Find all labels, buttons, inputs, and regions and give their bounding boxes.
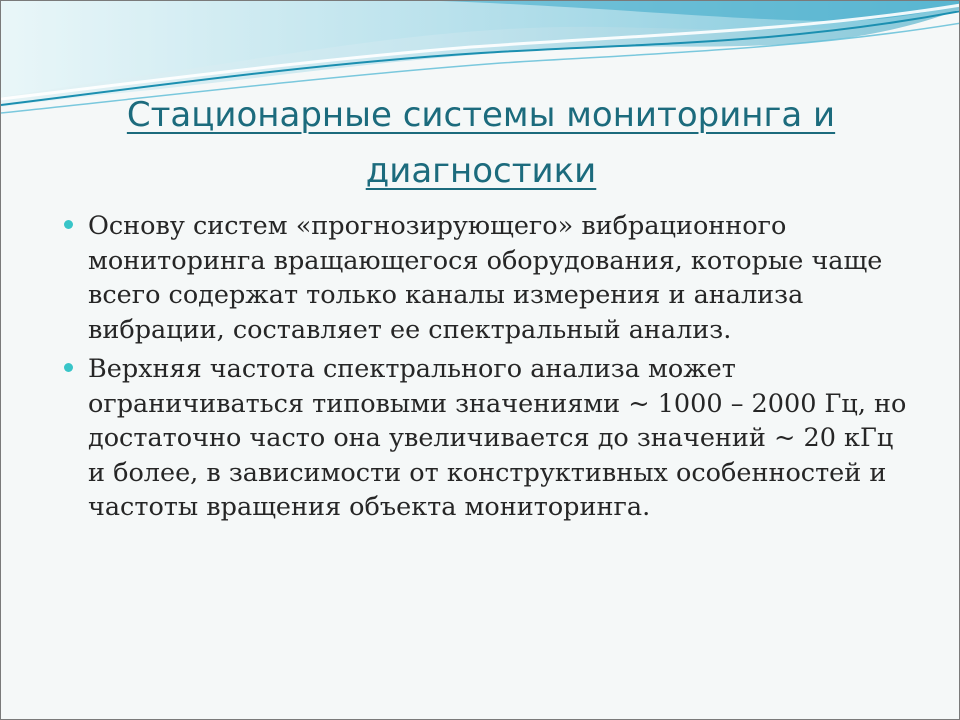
bullet-item xyxy=(63,352,913,525)
bullet-list xyxy=(63,209,913,530)
slide-title: Стационарные системы мониторинга и диагностики xyxy=(126,95,836,191)
bullet-item xyxy=(63,209,913,347)
bullet-text: Верхняя частота спектрального анализа может ограничиваться типовыми значениями ~ 1000 – 2000 Гц, но достаточно часто она увеличивается до значений ~ 20 кГц и более, в зависимости от конструктивных особенностей и частоты вращения объекта мониторинга. xyxy=(88,354,907,522)
bullet-text: Основу систем «прогнозирующего» вибрационного мониторинга вращающегося оборудования, которые чаще всего содержат только каналы измерения и анализа вибрации, составляет ее спектральный анализ. xyxy=(88,211,883,345)
bullet-dot-icon xyxy=(64,363,73,372)
bullet-dot-icon xyxy=(64,220,73,229)
